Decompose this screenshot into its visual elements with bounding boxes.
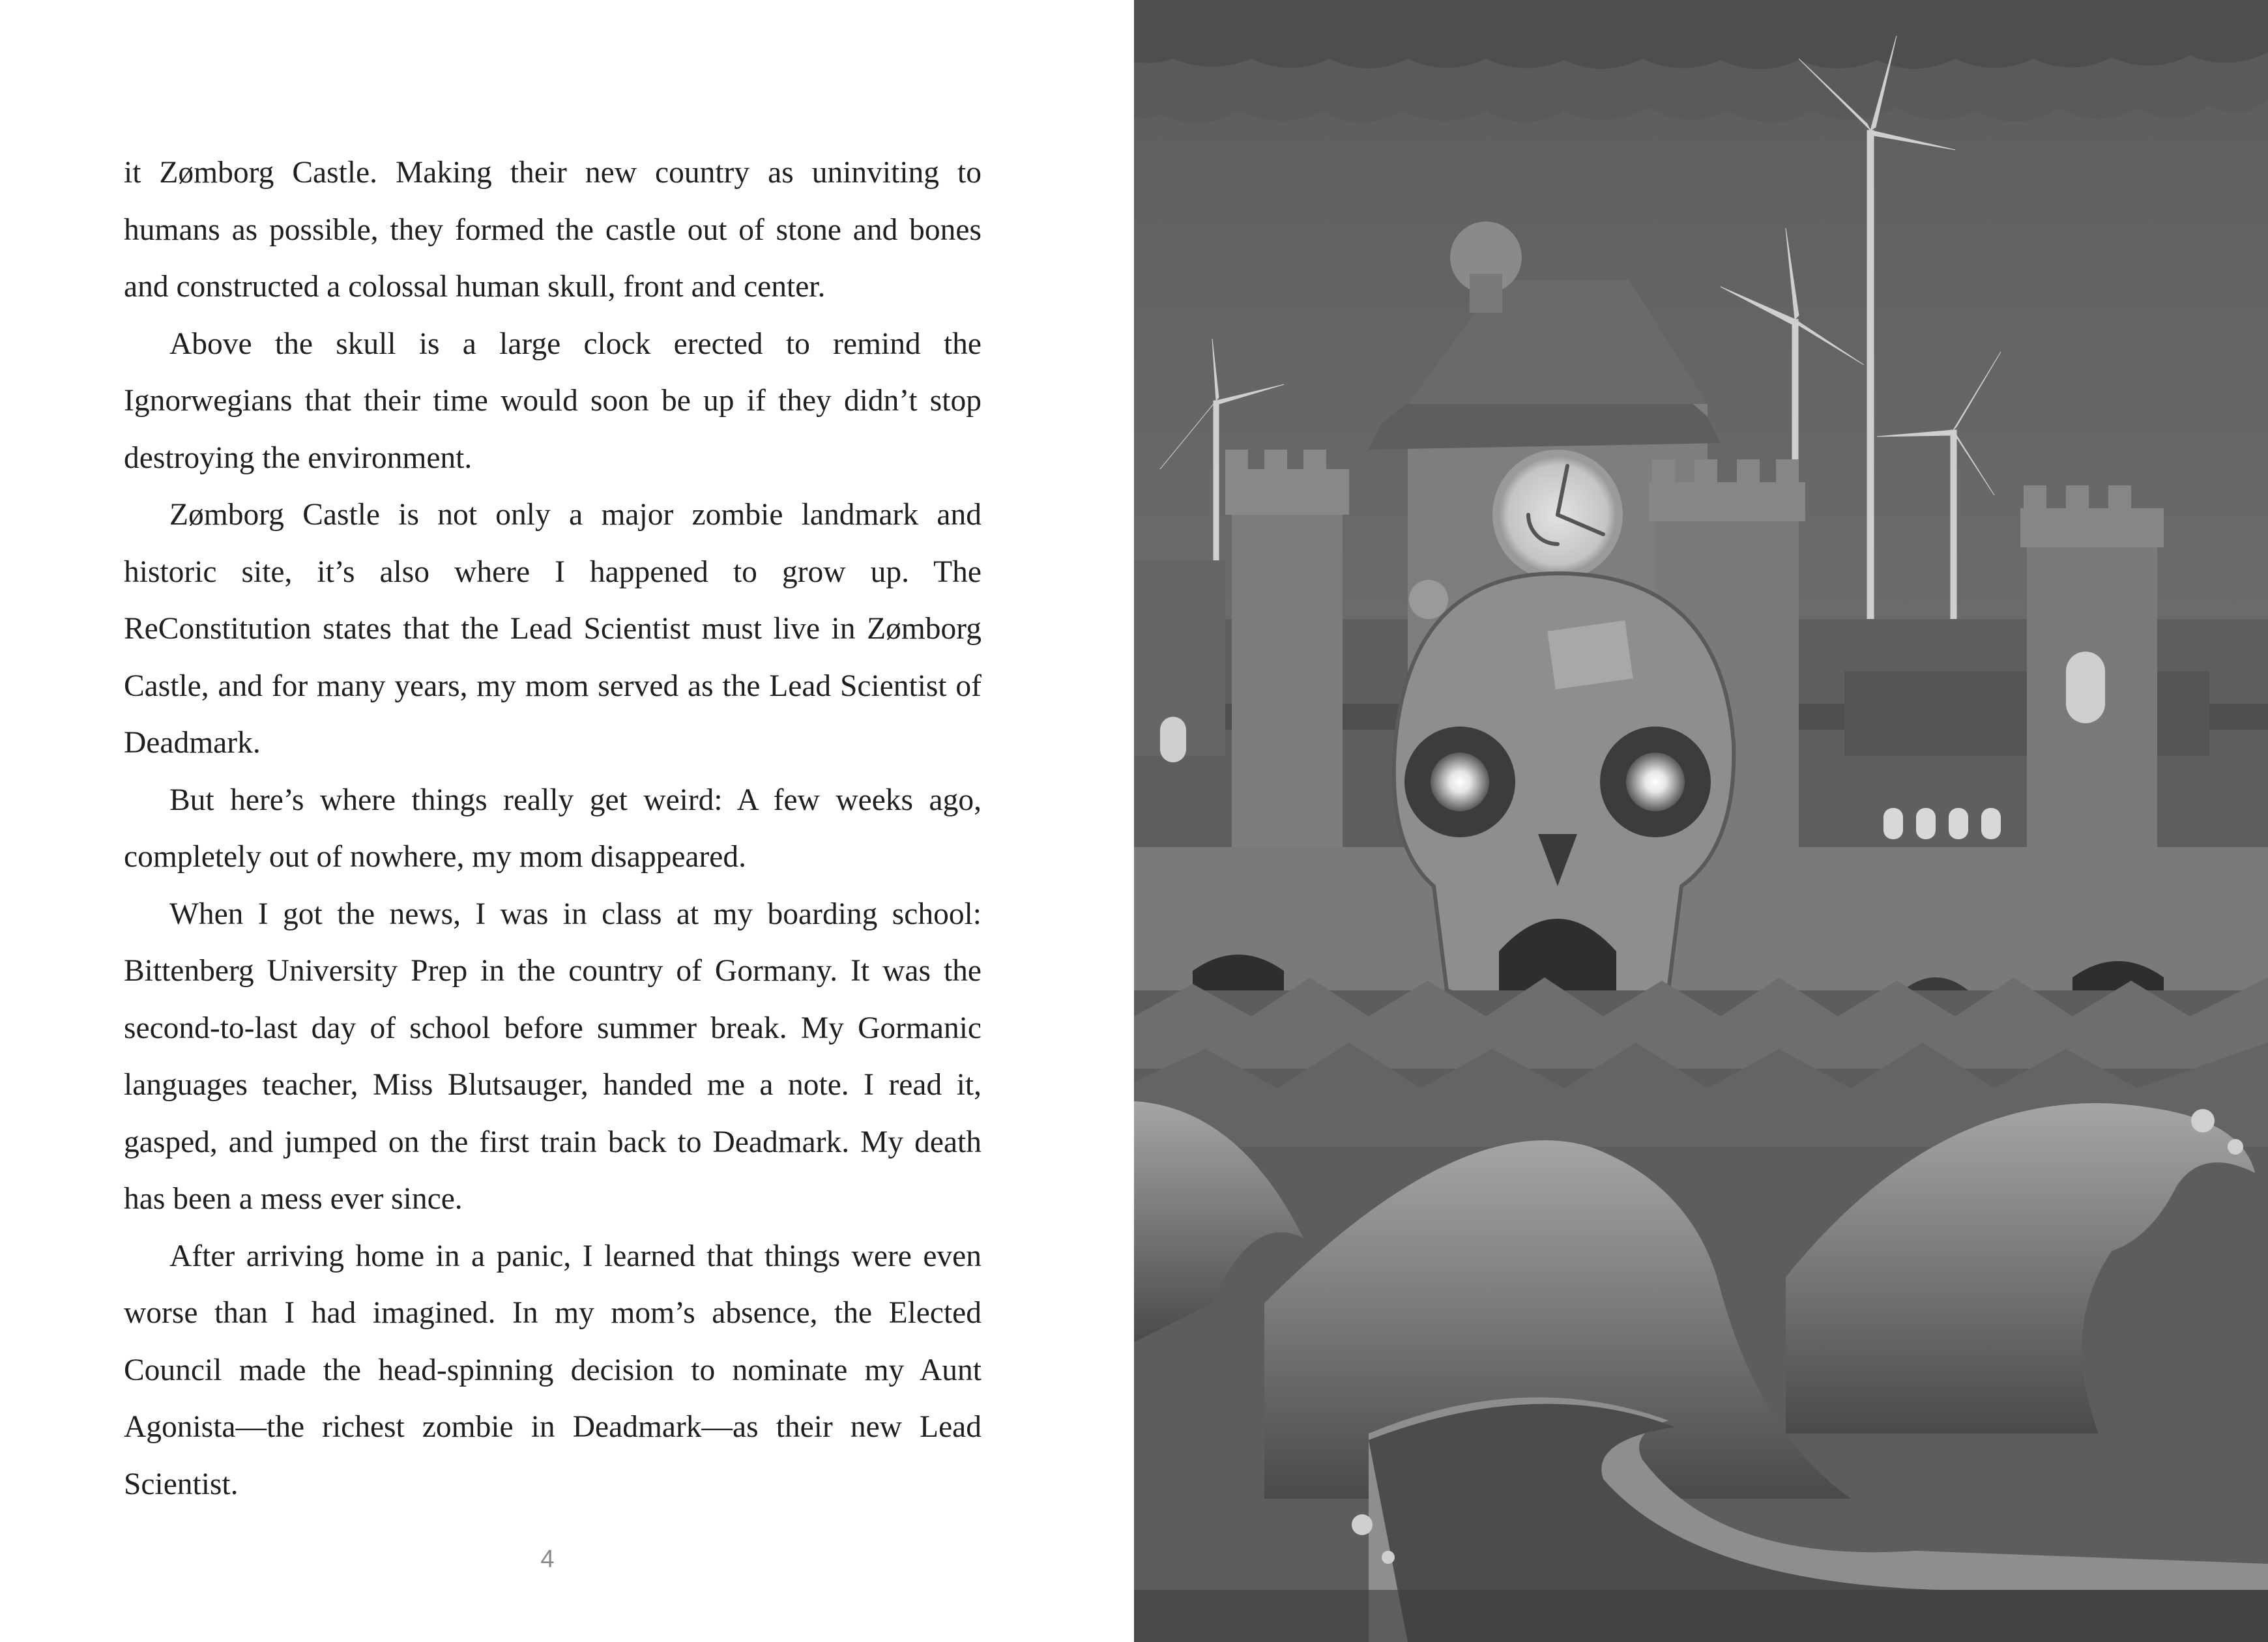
page-number: 4 [540,1546,555,1573]
paragraph: Zømborg Castle is not only a major zombie landmark and historic site, it’s also where I happened to grow up. The ReConstitution states that the Lead Scientist must live in Zømborg Castle, and for many years, my mom served as the Lead Scientist of Deadmark. [124,498,981,760]
paragraph: When I got the news, I was in class at my boarding school: Bittenberg University Prep in the country of Gormany. It was the second-to-last day of school before summer break. My Gormanic languages teacher, Miss Blutsauger, handed me a note. I read it, gasped, and jumped on the first train back to Deadmark. My death has been a mess ever since. [124,897,981,1216]
body-text [124,145,981,1513]
illustration-page [1134,0,2268,1642]
paragraph: But here’s where things really get weird: A few weeks ago, completely out of nowhere, my mom disappeared. [124,783,981,874]
skull-eye-light [1626,753,1685,811]
skull-eye-light [1431,753,1489,811]
paragraph: Above the skull is a large clock erected to remind the Ignorwegians that their time would soon be up if they didn’t stop destroying the environment. [124,326,981,475]
paragraph: it Zømborg Castle. Making their new country as uninviting to humans as possible, they formed the castle out of stone and bones and constructed a colossal human skull, front and center. [124,156,981,304]
castle-illustration [1134,0,2268,1642]
clouds [1134,0,2268,69]
paragraph: After arriving home in a panic, I learned that things were even worse than I had imagined. In my mom’s absence, the Elected Council made the head-spinning decision to nominate my Aunt Agonista—the richest zombie in Deadmark—as their new Lead Scientist. [124,1239,981,1501]
